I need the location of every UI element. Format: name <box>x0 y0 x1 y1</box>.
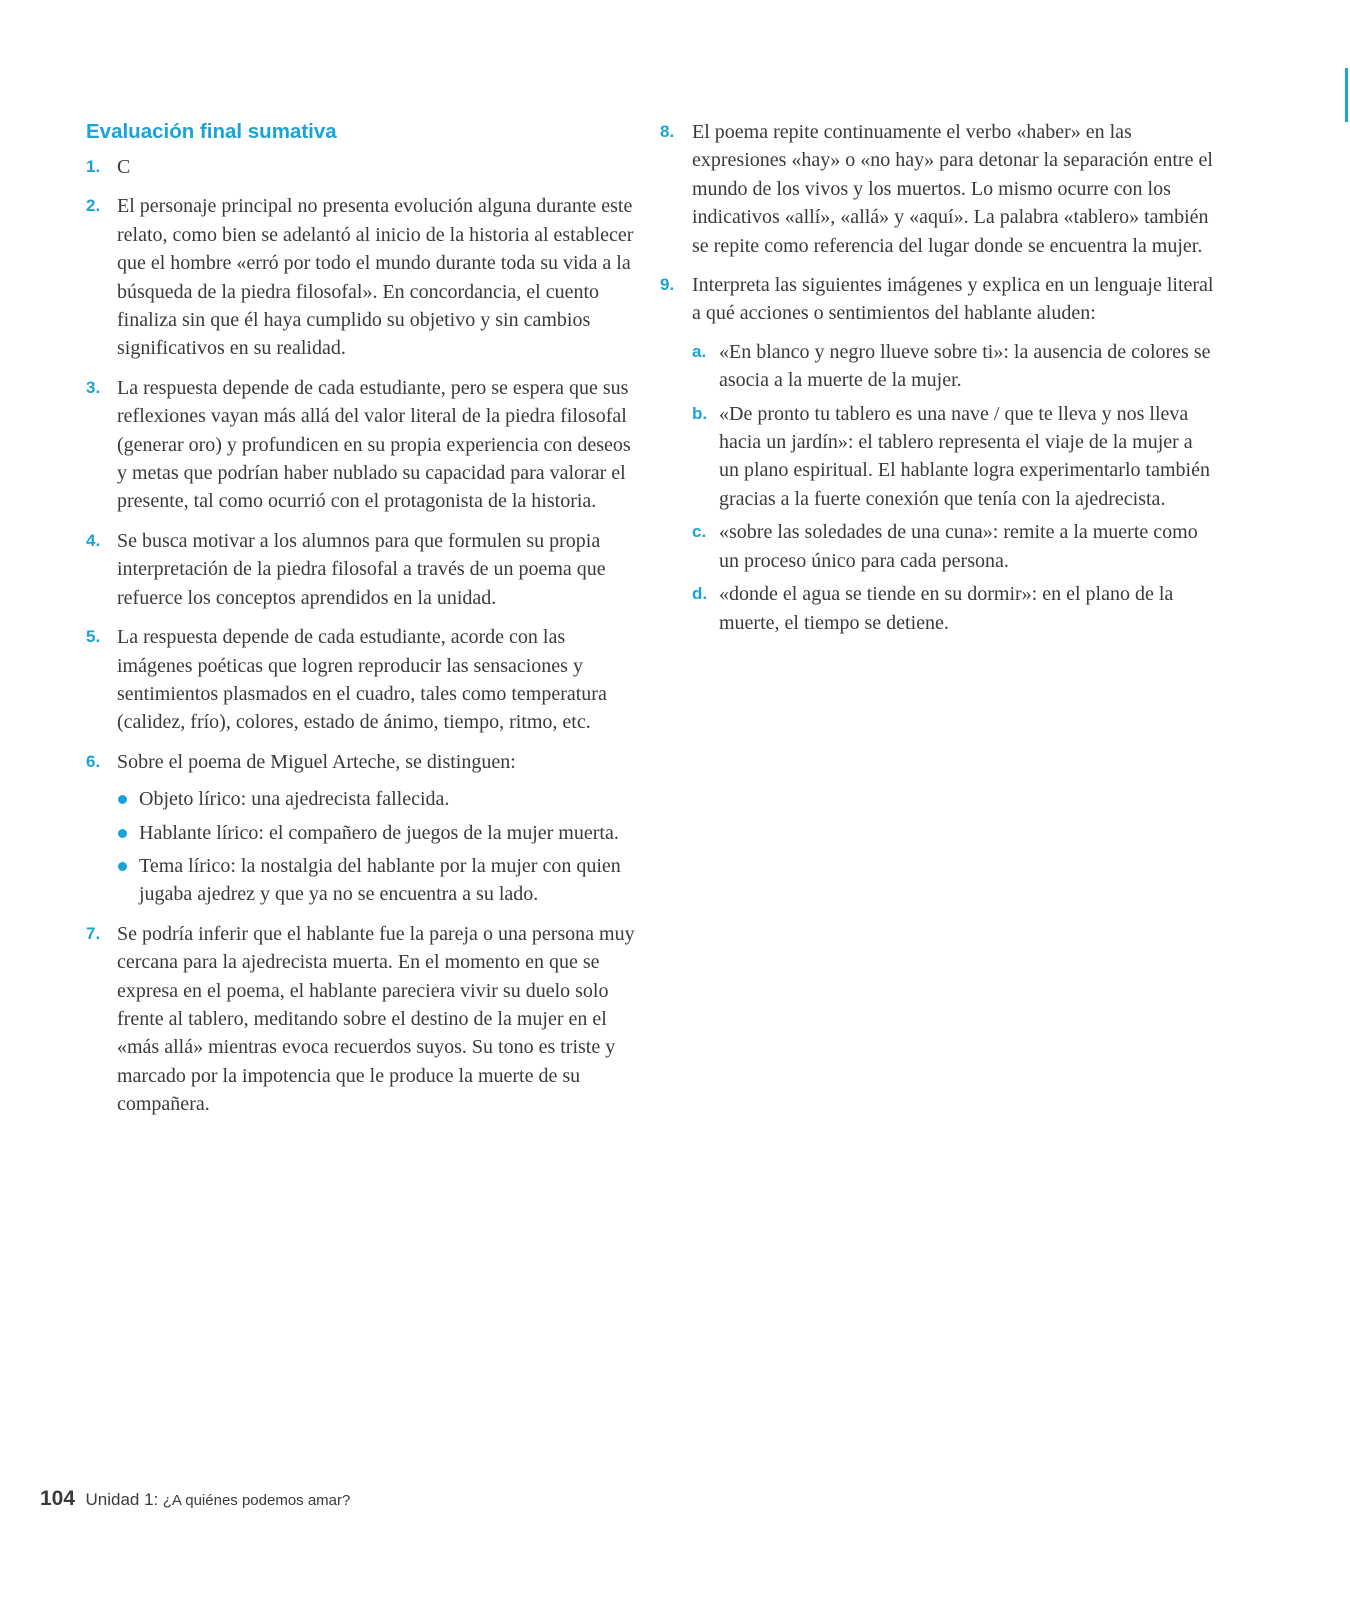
answer-item <box>86 527 636 612</box>
answer-item <box>660 271 1215 637</box>
bullet-dot-icon <box>118 829 127 838</box>
bullet-text: Objeto lírico: una ajedrecista fallecida. <box>139 788 450 811</box>
item-number: 1. <box>86 157 101 176</box>
item-text: La respuesta depende de cada estudiante, acorde con las imágenes poéticas que logren reproducir las sensaciones y sentimientos plasmados en el cuadro, tales como temperatura (calidez, frío), colores, estado de ánimo, tiempo, ritmo, etc. <box>117 626 607 734</box>
answer-item <box>86 920 636 1119</box>
answer-item <box>86 153 636 181</box>
bullet-dot-icon <box>118 795 127 804</box>
item-number: 3. <box>86 377 101 397</box>
sub-item-text: «De pronto tu tablero es una nave / que te lleva y nos lleva hacia un jardín»: el tablero representa el viaje de la mujer a un plano espiritual. El hablante logra experimentarlo también gracias a la fuerte conexión que tenía con la ajedrecista. <box>719 402 1210 510</box>
bullet-item <box>117 785 636 813</box>
item-text: El poema repite continuamente el verbo «haber» en las expresiones «hay» o «no hay» para detonar la separación entre el mundo de los vivos y los muertos. Lo mismo ocurre con los indicativos «allí», «allá» y «aquí». La palabra «tablero» también se repite como referencia del lugar donde se encuentra la mujer. <box>692 121 1213 257</box>
answer-item <box>86 192 636 362</box>
sub-item-letter: b. <box>692 403 708 423</box>
sub-item <box>692 338 1215 395</box>
sub-item <box>692 400 1215 514</box>
item-number: 4. <box>86 530 101 550</box>
bullet-item <box>117 852 636 909</box>
sub-item-letter: c. <box>692 522 707 542</box>
sub-item-text: «donde el agua se tiende en su dormir»: en el plano de la muerte, el tiempo se detiene. <box>719 583 1174 634</box>
answer-item <box>86 748 636 909</box>
item-text: La respuesta depende de cada estudiante, pero se espera que sus reflexiones vayan más allá del valor literal de la piedra filosofal (generar oro) y profundicen en su propia experiencia con deseos y metas que podrían haber nublado su capacidad para valorar el presente, tal como ocurrió con el protagonista de la historia. <box>117 376 631 513</box>
section-heading: Evaluación final sumativa <box>86 120 337 143</box>
sub-item-letter: a. <box>692 341 707 361</box>
sub-item <box>692 580 1215 637</box>
bullet-text: Tema lírico: la nostalgia del hablante por la mujer con quien jugaba ajedrez y que ya no se encuentra a su lado. <box>139 854 621 906</box>
unit-title: ¿A quiénes podemos amar? <box>162 1492 351 1509</box>
unit-label: Unidad 1: <box>85 1490 159 1509</box>
bullet-list <box>117 785 636 909</box>
item-text: El personaje principal no presenta evolución alguna durante este relato, como bien se adelantó al inicio de la historia al establecer que el hombre «erró por todo el mundo durante toda su vida a la búsqueda de la piedra filosofal». En concordancia, el cuento finaliza sin que él haya cumplido su objetivo y sin cambios significativos en su realidad. <box>117 195 634 360</box>
item-text: C <box>117 156 131 178</box>
item-text: Interpreta las siguientes imágenes y explica en un lenguaje literal a qué acciones o sentimientos del hablante aluden: <box>692 274 1214 325</box>
bullet-dot-icon <box>118 862 127 871</box>
answer-item <box>660 118 1215 260</box>
item-number: 8. <box>660 122 675 141</box>
bullet-text: Hablante lírico: el compañero de juegos de la mujer muerta. <box>139 821 619 844</box>
sub-item-list <box>692 338 1215 637</box>
page-edge-marker <box>1345 68 1348 122</box>
page-number: 104 <box>40 1487 76 1510</box>
item-number: 5. <box>86 627 101 647</box>
sub-item-letter: d. <box>692 584 708 604</box>
item-number: 6. <box>86 751 101 771</box>
right-column <box>660 118 1215 648</box>
answer-item <box>86 374 636 516</box>
answer-item <box>86 623 636 737</box>
item-number: 9. <box>660 275 675 295</box>
item-text: Se busca motivar a los alumnos para que formulen su propia interpretación de la piedra filosofal a través de un poema que refuerce los conceptos aprendidos en la unidad. <box>117 529 606 609</box>
item-text: Sobre el poema de Miguel Arteche, se distinguen: <box>117 750 516 773</box>
sub-item <box>692 518 1215 575</box>
item-number: 2. <box>86 196 101 216</box>
item-number: 7. <box>86 923 101 943</box>
sub-item-text: «sobre las soledades de una cuna»: remite a la muerte como un proceso único para cada persona. <box>719 521 1198 572</box>
sub-item-text: «En blanco y negro llueve sobre ti»: la ausencia de colores se asocia a la muerte de la mujer. <box>719 340 1211 392</box>
bullet-item <box>117 819 636 847</box>
left-column <box>86 118 636 1130</box>
page-footer <box>40 1487 350 1511</box>
item-text: Se podría inferir que el hablante fue la pareja o una persona muy cercana para la ajedrecista muerta. En el momento en que se expresa en el poema, el hablante pareciera vivir su duelo solo frente al tablero, meditando sobre el destino de la mujer en el «más allá» mientras evoca recuerdos suyos. Su tono es triste y marcado por la impotencia que le produce la muerte de su compañera. <box>117 922 635 1116</box>
